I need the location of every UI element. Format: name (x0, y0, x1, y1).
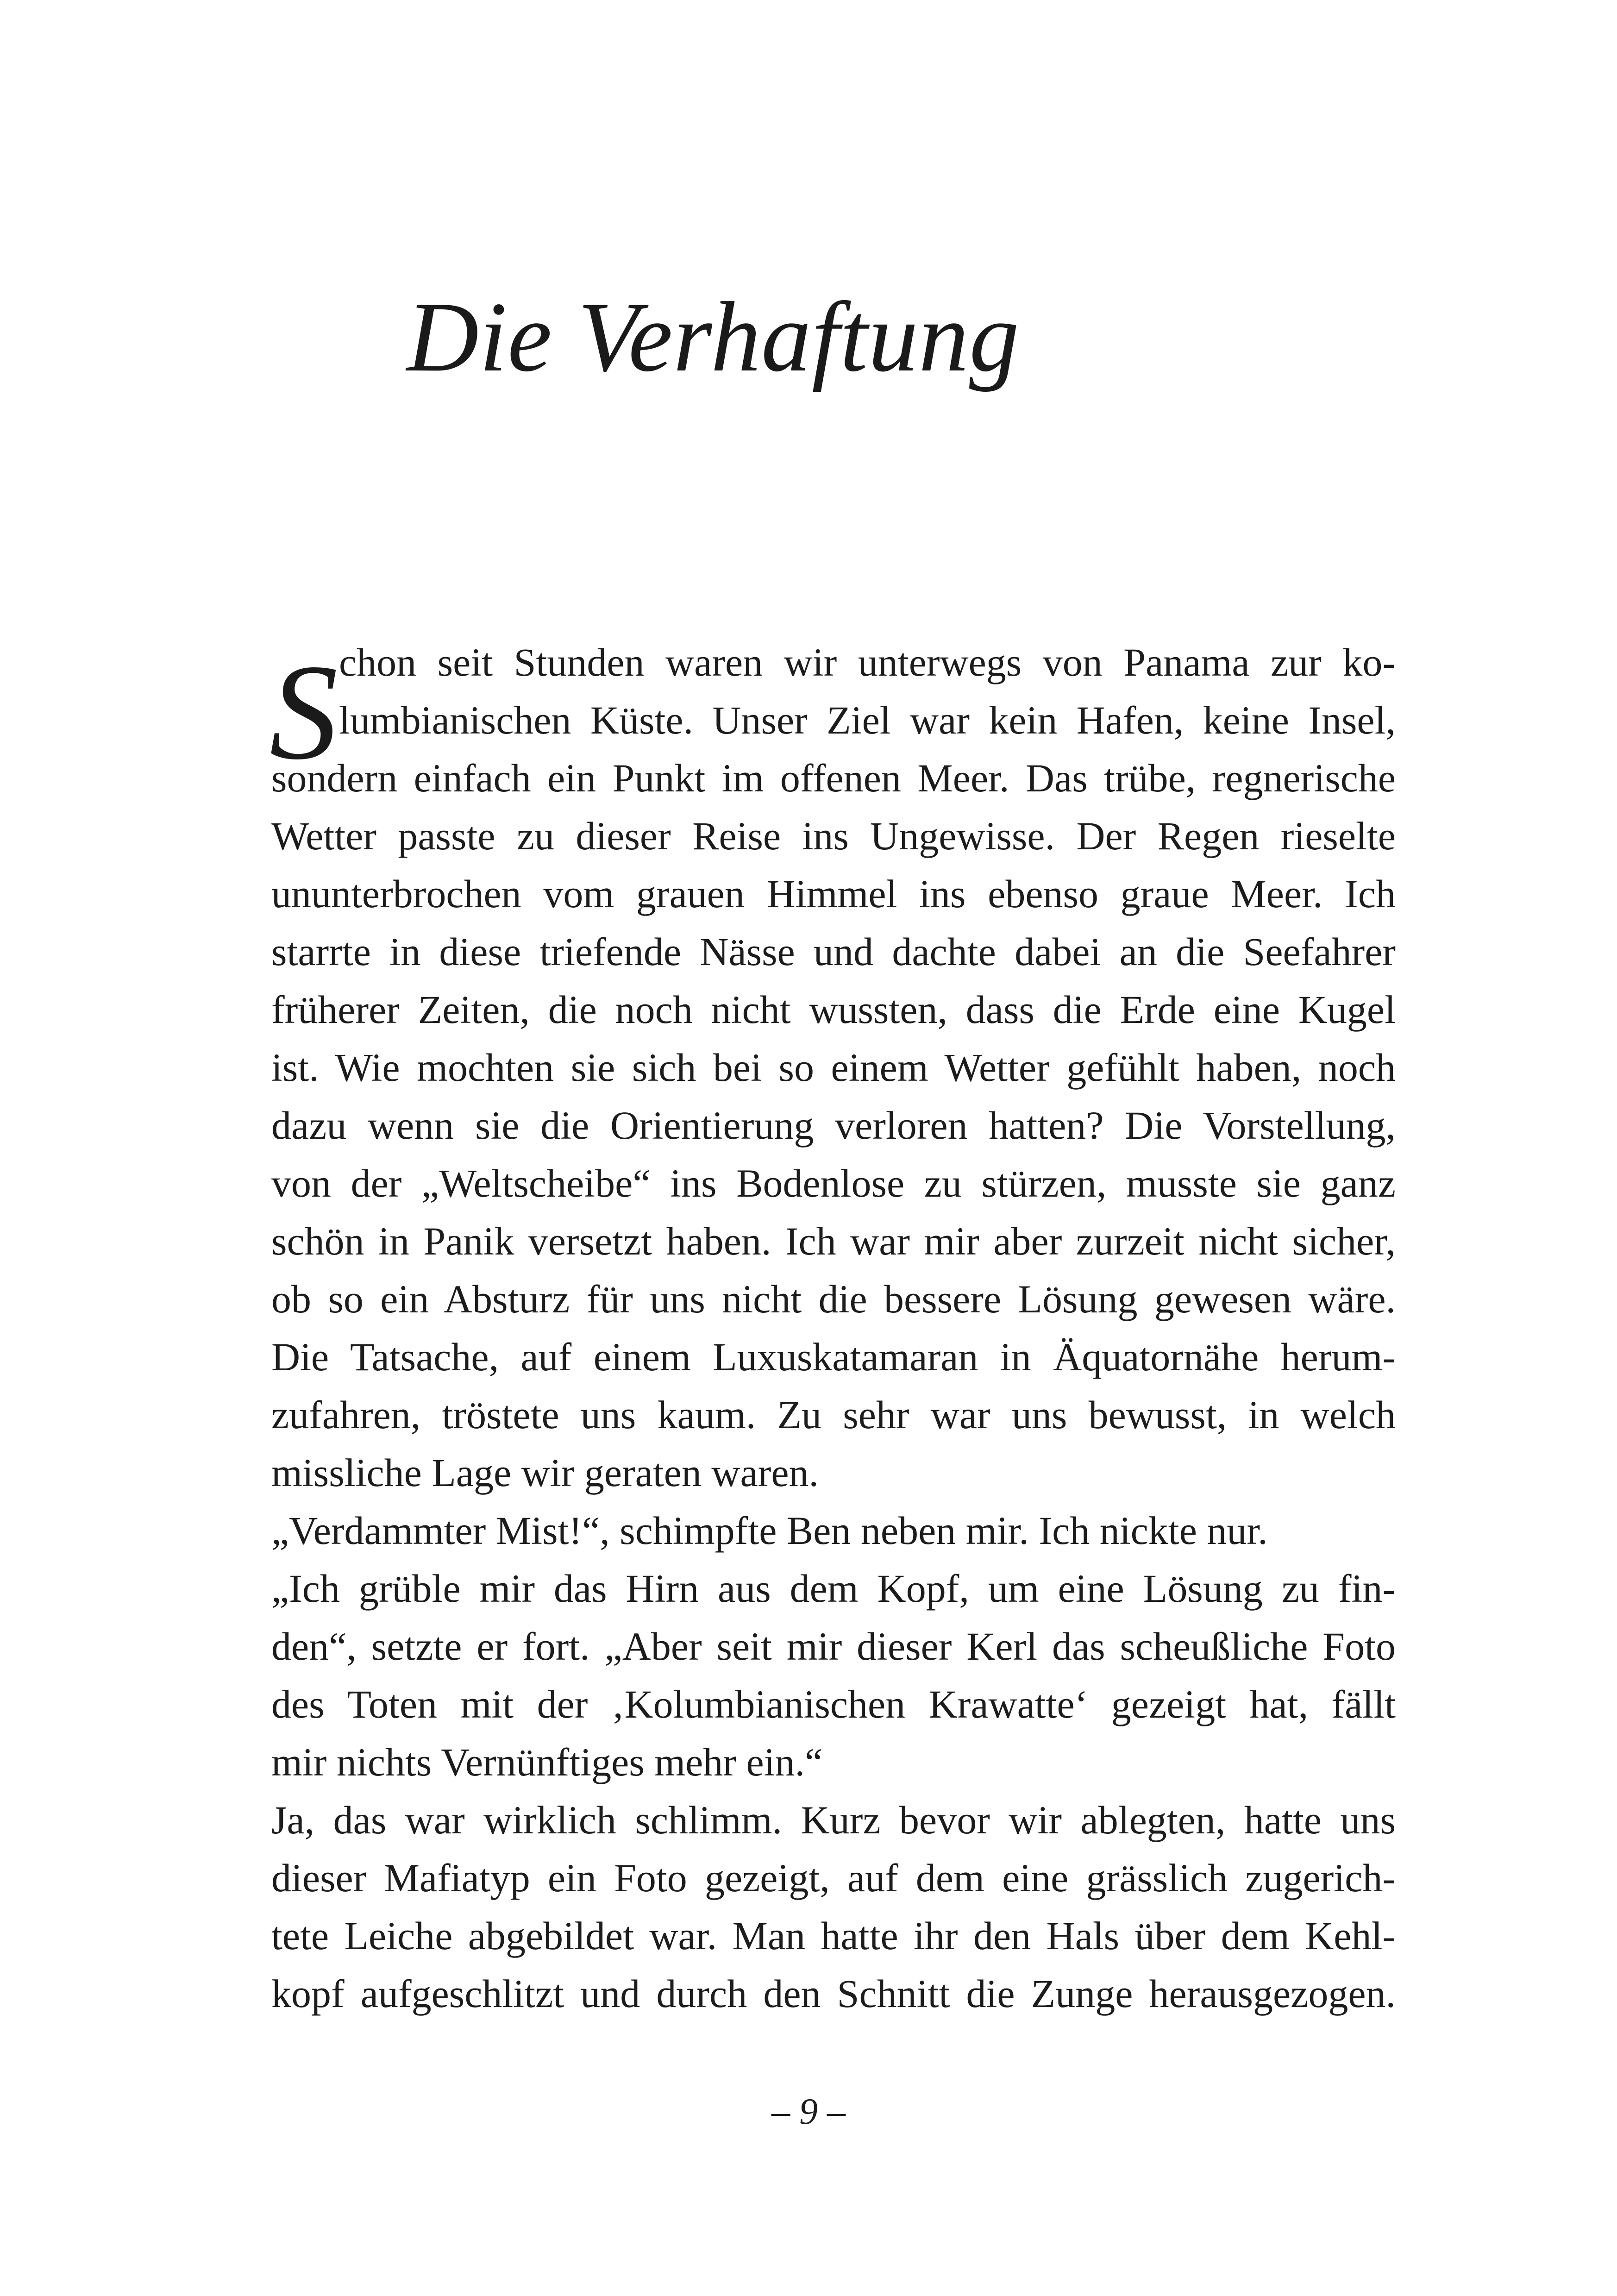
text-line: schön in Panik versetzt haben. Ich war mir aber zurzeit nicht sicher, (271, 1219, 1396, 1263)
text-line: „Verdammter Mist!“, schimpfte Ben neben mir. Ich nickte nur. (271, 1508, 1268, 1553)
page-number-value: 9 (799, 2091, 818, 2132)
chapter-title: Die Verhaftung (407, 282, 1020, 392)
text-line: dieser Mafiatyp ein Foto gezeigt, auf dem eine grässlich zugerich- (271, 1856, 1396, 1900)
text-line: sondern einfach ein Punkt im offenen Meer. Das trübe, regnerische (271, 756, 1396, 800)
page-number-dash-right: – (827, 2091, 846, 2132)
drop-cap: S (270, 636, 338, 788)
text-line: ist. Wie mochten sie sich bei so einem Wetter gefühlt haben, noch (271, 1045, 1396, 1090)
text-line: früherer Zeiten, die noch nicht wussten, dass die Erde eine Kugel (271, 987, 1396, 1032)
text-line: dazu wenn sie die Orientierung verloren hatten? Die Vorstellung, (271, 1103, 1396, 1148)
text-line: chon seit Stunden waren wir unterwegs von Panama zur ko- (339, 640, 1396, 684)
text-line: tete Leiche abgebildet war. Man hatte ihr den Hals über dem Kehl- (271, 1913, 1396, 1958)
text-line: lumbianischen Küste. Unser Ziel war kein Hafen, keine Insel, (339, 698, 1396, 742)
text-line: Wetter passte zu dieser Reise ins Ungewisse. Der Regen rieselte (271, 814, 1396, 858)
text-line: kopf aufgeschlitzt und durch den Schnitt die Zunge herausgezogen. (271, 1971, 1396, 2016)
page-number-dash-left: – (771, 2091, 790, 2132)
text-line: ununterbrochen vom grauen Himmel ins ebenso graue Meer. Ich (271, 872, 1396, 916)
page-number (0, 2093, 1617, 2130)
text-line: Die Tatsache, auf einem Luxuskatamaran in Äquatornähe herum- (271, 1335, 1396, 1379)
text-line: Ja, das war wirklich schlimm. Kurz bevor wir ablegten, hatte uns (271, 1798, 1396, 1842)
text-line: zufahren, tröstete uns kaum. Zu sehr war uns bewusst, in welch (271, 1393, 1396, 1437)
text-line: „Ich grüble mir das Hirn aus dem Kopf, um eine Lösung zu fin- (271, 1566, 1396, 1611)
text-line: des Toten mit der ‚Kolumbianischen Krawatte‘ gezeigt hat, fällt (271, 1682, 1396, 1726)
text-line: mir nichts Vernünftiges mehr ein.“ (271, 1740, 823, 1784)
text-line: von der „Weltscheibe“ ins Bodenlose zu stürzen, musste sie ganz (271, 1161, 1396, 1205)
text-line: den“, setzte er fort. „Aber seit mir dieser Kerl das scheußliche Foto (271, 1624, 1396, 1669)
text-line: missliche Lage wir geraten waren. (271, 1450, 819, 1495)
text-line: starrte in diese triefende Nässe und dachte dabei an die Seefahrer (271, 929, 1396, 974)
body-text (271, 634, 1396, 2023)
text-line: ob so ein Absturz für uns nicht die bessere Lösung gewesen wäre. (271, 1277, 1396, 1321)
